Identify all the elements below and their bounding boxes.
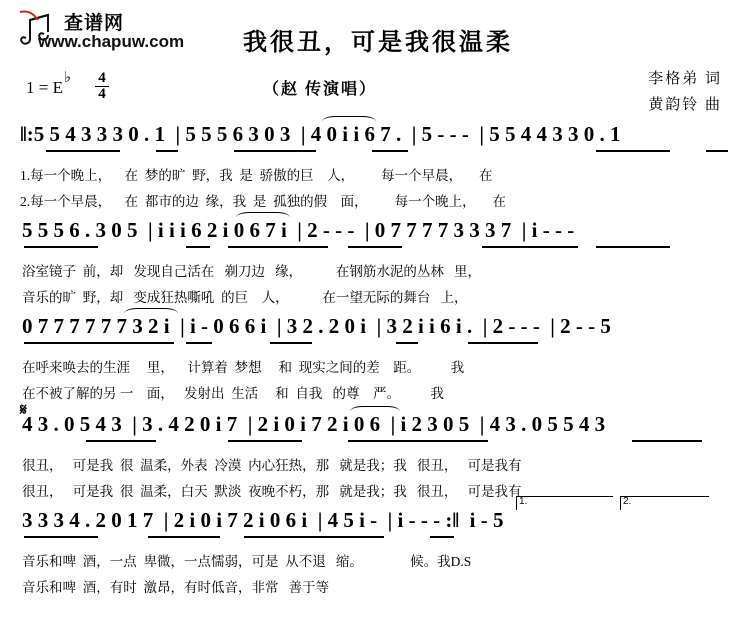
ending-label-1: 1. — [519, 496, 528, 507]
beam — [348, 440, 488, 442]
lyric-row-1 — [0, 356, 756, 378]
beam — [596, 150, 670, 152]
music-system-2 — [0, 218, 756, 308]
slur — [236, 212, 290, 223]
beam — [468, 342, 538, 344]
beam — [372, 150, 408, 152]
lyric-row-1 — [0, 260, 756, 282]
lyric-text: 2.每一个早晨， 在 都市的边 缘，我 是 孤独的假 面， 每一个晚上， 在 — [20, 194, 506, 209]
lyric-row-2 — [0, 382, 756, 404]
time-signature — [92, 72, 112, 101]
beam — [156, 150, 178, 152]
beam — [186, 342, 212, 344]
beam — [228, 246, 328, 248]
key-label: 1 = E — [26, 78, 63, 97]
beam — [706, 150, 728, 152]
beam — [234, 150, 316, 152]
beam — [482, 246, 578, 248]
lyric-row-2 — [0, 286, 756, 308]
lyric-row-2 — [0, 576, 756, 598]
slur — [124, 308, 178, 319]
beam — [270, 342, 312, 344]
ending-label-2: 2. — [623, 496, 632, 507]
lyric-text: 很丑， 可是我 很 温柔，白天 默淡 夜晚不朽，那 就是我；我 很丑， 可是我有 — [22, 484, 522, 499]
beam — [430, 536, 454, 538]
time-signature-denominator: 4 — [98, 86, 106, 102]
lyric-row-1 — [0, 550, 756, 572]
time-signature-numerator: 4 — [98, 70, 106, 86]
performer-line: （赵 传演唱） — [262, 81, 377, 98]
lyric-row-2 — [0, 190, 756, 212]
lyric-row-1 — [0, 164, 756, 186]
beam — [596, 246, 670, 248]
lyric-text: 在不被了解的另 一 面， 发射出 生活 和 自我 的尊 严。 我 — [22, 386, 444, 401]
beam — [24, 536, 98, 538]
beam — [244, 536, 384, 538]
lyric-row-1 — [0, 454, 756, 476]
composer-credit: 黄韵铃 曲 — [648, 97, 722, 113]
beam — [632, 440, 702, 442]
key-signature — [26, 70, 72, 98]
credits — [648, 66, 722, 118]
music-system-4 — [0, 402, 756, 502]
beam — [228, 440, 302, 442]
notes-text-2: 5 5 5 6 . 3 0 5 | i i i 6 2 i 0 6 7 i | 2 - - - | 0 7 7 7 7 3 3 3 7 | i - - - — [22, 218, 575, 242]
music-system-3 — [0, 314, 756, 404]
music-system-5 — [0, 496, 756, 598]
beam — [148, 536, 220, 538]
beam — [46, 150, 120, 152]
slur — [322, 116, 376, 127]
segno-icon: 𝄋 — [20, 402, 27, 419]
slur — [350, 406, 400, 417]
notes-text-1: ‖:5 5 4 3 3 3 0 . 1 | 5 5 5 6 3 0 3 | 4 0 i i 6 7 . | 5 - - - | 5 5 4 4 3 3 0 . 1 — [20, 122, 621, 146]
beam — [24, 342, 174, 344]
beam — [396, 342, 418, 344]
lyric-text: 音乐和啤 酒，有时 激昂，有时低音，非常 善于等 — [22, 580, 330, 595]
lyric-text: 浴室镜子 前，却 发现自己活在 剃刀边 缘， 在钢筋水泥的丛林 里， — [22, 264, 481, 279]
music-system-1 — [0, 122, 756, 212]
notes-text-3: 0 7 7 7 7 7 7 3 2 i | i - 0 6 6 i | 3 2 . 2 0 i | 3 2 i i 6 i . | 2 - - - | 2 - - 5 — [22, 314, 611, 338]
site-url: www.chapuw.com — [38, 32, 185, 51]
lyric-text: 音乐和啤 酒，一点 卑微，一点懦弱，可是 从不退 缩。 候。我D.S — [22, 554, 472, 569]
beam — [86, 440, 156, 442]
page-title: 我很丑，可是我很温柔 — [243, 30, 513, 56]
beam — [348, 246, 402, 248]
lyric-text: 在呼来唤去的生涯 里， 计算着 梦想 和 现实之间的差 距。 我 — [22, 360, 465, 375]
flat-accidental-icon: ♭ — [64, 70, 72, 86]
site-logo-text: 查谱网 — [64, 13, 125, 34]
lyric-text: 1.每一个晚上， 在 梦的旷 野，我 是 骄傲的巨 人， 每一个早晨， 在 — [20, 168, 493, 183]
beam — [186, 246, 210, 248]
notes-text-5: 3 3 3 4 . 2 0 1 7 | 2 i 0 i 7 2 i 0 6 i | 4 5 i - | i - - - :‖ i - 5 — [22, 508, 504, 532]
notes-text-4: 4 3 . 0 5 4 3 | 3 . 4 2 0 i 7 | 2 i 0 i 7 2 i 0 6 | i 2 3 0 5 | 4 3 . 0 5 5 4 3 — [22, 412, 606, 436]
lyric-text: 音乐的旷 野，却 变成狂热嘶吼 的巨 人， 在一望无际的舞台 上， — [22, 290, 468, 305]
lyricist-credit: 李格弟 词 — [648, 71, 722, 87]
beam — [24, 246, 98, 248]
lyric-text: 很丑， 可是我 很 温柔，外表 冷漠 内心狂热，那 就是我；我 很丑， 可是我有 — [22, 458, 522, 473]
